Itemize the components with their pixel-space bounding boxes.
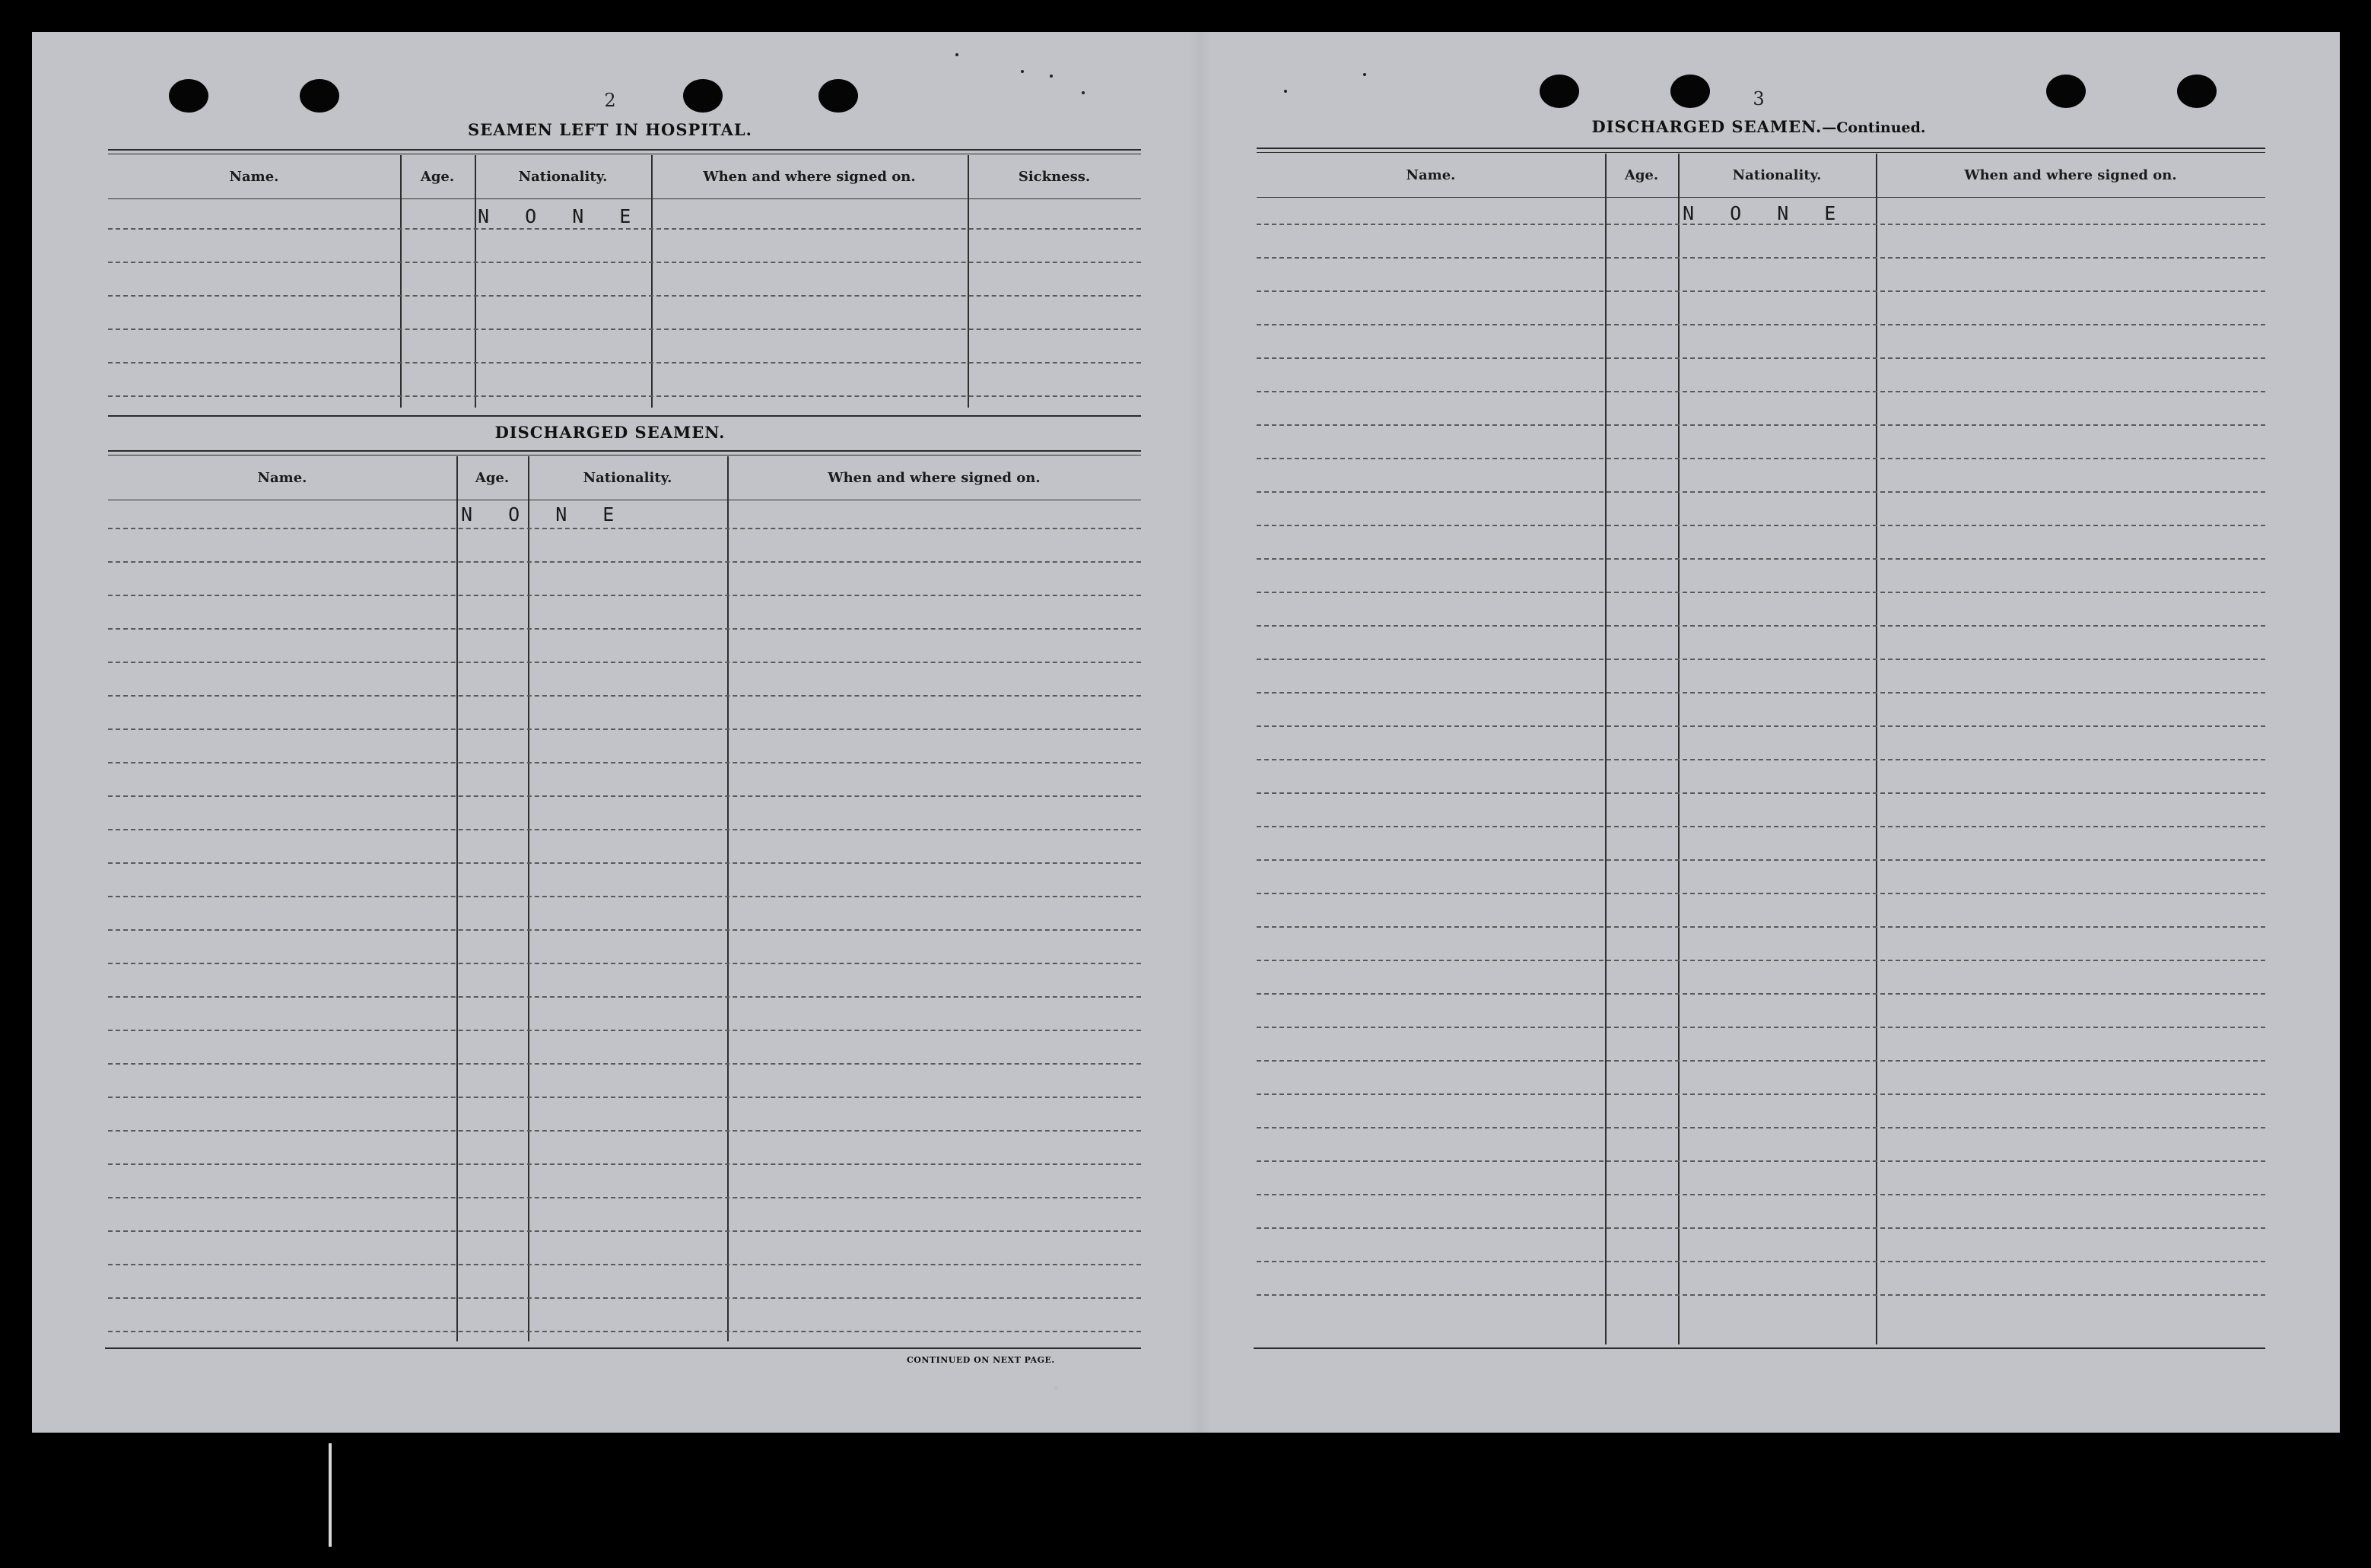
table-row: [1257, 458, 2265, 459]
rule-single: [108, 415, 1141, 417]
column-header-name: Name.: [108, 456, 456, 500]
left-page: [32, 32, 1188, 1433]
table-row: [108, 1331, 1141, 1332]
table-row: [108, 1264, 1141, 1265]
discharged-continued-title-main: DISCHARGED SEAMEN.: [1591, 117, 1823, 136]
hospital-table: [108, 155, 1141, 408]
discharged-table: [108, 456, 1141, 1341]
table-row: [108, 929, 1141, 931]
column-divider: [475, 155, 476, 408]
table-row: [1257, 859, 2265, 861]
table-row: [108, 795, 1141, 797]
rule-double: [108, 149, 1141, 154]
table-row: [1257, 424, 2265, 426]
table-row: [1257, 993, 2265, 995]
table-row: [1257, 625, 2265, 627]
table-row: [108, 561, 1141, 563]
table-row: [108, 628, 1141, 630]
table-row: [1257, 1160, 2265, 1162]
table-row: [1257, 792, 2265, 794]
table-row: [108, 1163, 1141, 1165]
table-row: [1257, 1194, 2265, 1195]
table-row: [1257, 1227, 2265, 1229]
table-row: [108, 1063, 1141, 1065]
none-entry: N O N E: [461, 503, 627, 525]
hospital-section-title: SEAMEN LEFT IN HOSPITAL.: [468, 120, 752, 139]
column-header-age: Age.: [456, 456, 528, 500]
column-divider: [1678, 154, 1680, 1344]
table-row: [108, 395, 1141, 397]
table-row: [108, 1030, 1141, 1031]
column-header-when-where: When and where signed on.: [1876, 154, 2265, 198]
table-row: [108, 662, 1141, 663]
column-header-nationality: Nationality.: [1678, 154, 1876, 198]
rule-single: [1254, 1347, 2265, 1349]
film-mark: [329, 1443, 332, 1547]
page-fold: [1188, 32, 1211, 1433]
table-row: [1257, 759, 2265, 760]
continued-note: CONTINUED ON NEXT PAGE.: [907, 1355, 1055, 1365]
column-divider: [1605, 154, 1607, 1344]
table-row: [108, 1197, 1141, 1198]
table-row: [108, 963, 1141, 964]
column-header-nationality: Nationality.: [528, 456, 727, 500]
table-row: [1257, 324, 2265, 325]
table-row: [108, 595, 1141, 596]
table-row: [108, 996, 1141, 998]
table-row: [108, 862, 1141, 864]
table-row: [1257, 1294, 2265, 1296]
discharged-continued-title: [1591, 117, 1925, 136]
table-row: [1257, 357, 2265, 359]
table-row: [108, 1297, 1141, 1299]
table-row: [1257, 290, 2265, 292]
discharged-continued-table: [1257, 154, 2265, 1346]
table-row: [1257, 926, 2265, 928]
table-row: [1257, 1027, 2265, 1028]
table-row: [1257, 1060, 2265, 1062]
table-row: [1257, 224, 2265, 225]
paper-mark: [1054, 1385, 1058, 1390]
table-row: [1257, 893, 2265, 894]
none-entry: N O N E: [478, 205, 644, 227]
column-divider: [727, 456, 729, 1341]
table-row: [1257, 391, 2265, 392]
column-header-age: Age.: [1605, 154, 1678, 198]
column-divider: [400, 155, 402, 408]
table-row: [108, 362, 1141, 363]
column-divider: [968, 155, 969, 408]
discharged-continued-title-suffix: —Continued.: [1822, 119, 1926, 136]
column-header-sickness: Sickness.: [968, 155, 1141, 199]
page-number: 3: [1753, 88, 1765, 110]
table-row: [1257, 826, 2265, 827]
column-header-nationality: Nationality.: [475, 155, 651, 199]
table-row: [108, 1130, 1141, 1132]
column-divider: [651, 155, 653, 408]
column-divider: [456, 456, 458, 1341]
table-row: [1257, 659, 2265, 660]
table-row: [1257, 1127, 2265, 1128]
table-row: [108, 295, 1141, 297]
table-row: [1257, 558, 2265, 560]
table-row: [108, 1230, 1141, 1232]
table-row: [108, 829, 1141, 830]
table-row: [108, 1097, 1141, 1098]
table-row: [108, 262, 1141, 263]
table-row: [1257, 960, 2265, 961]
table-row: [108, 228, 1141, 230]
table-row: [1257, 491, 2265, 493]
rule-double: [1257, 148, 2265, 153]
column-header-when-where: When and where signed on.: [651, 155, 968, 199]
table-row: [108, 528, 1141, 529]
table-row: [1257, 592, 2265, 593]
table-row: [108, 896, 1141, 897]
table-row: [1257, 1261, 2265, 1262]
column-header-when-where: When and where signed on.: [727, 456, 1141, 500]
table-row: [1257, 1093, 2265, 1095]
rule-double: [108, 450, 1141, 455]
table-row: [108, 695, 1141, 697]
table-row: [108, 762, 1141, 763]
table-row: [1257, 692, 2265, 694]
page-number: 2: [604, 90, 616, 111]
table-row: [108, 728, 1141, 730]
column-header-name: Name.: [1257, 154, 1605, 198]
column-divider: [1876, 154, 1877, 1344]
table-row: [108, 329, 1141, 330]
table-row: [1257, 525, 2265, 526]
column-header-name: Name.: [108, 155, 400, 199]
ledger-sheet: [32, 32, 2340, 1433]
table-row: [1257, 257, 2265, 259]
column-divider: [528, 456, 529, 1341]
column-header-age: Age.: [400, 155, 475, 199]
none-entry: N O N E: [1683, 202, 1848, 224]
rule-single: [105, 1347, 1141, 1349]
right-page: [1211, 32, 2340, 1433]
discharged-section-title: DISCHARGED SEAMEN.: [494, 423, 726, 442]
table-row: [1257, 725, 2265, 727]
